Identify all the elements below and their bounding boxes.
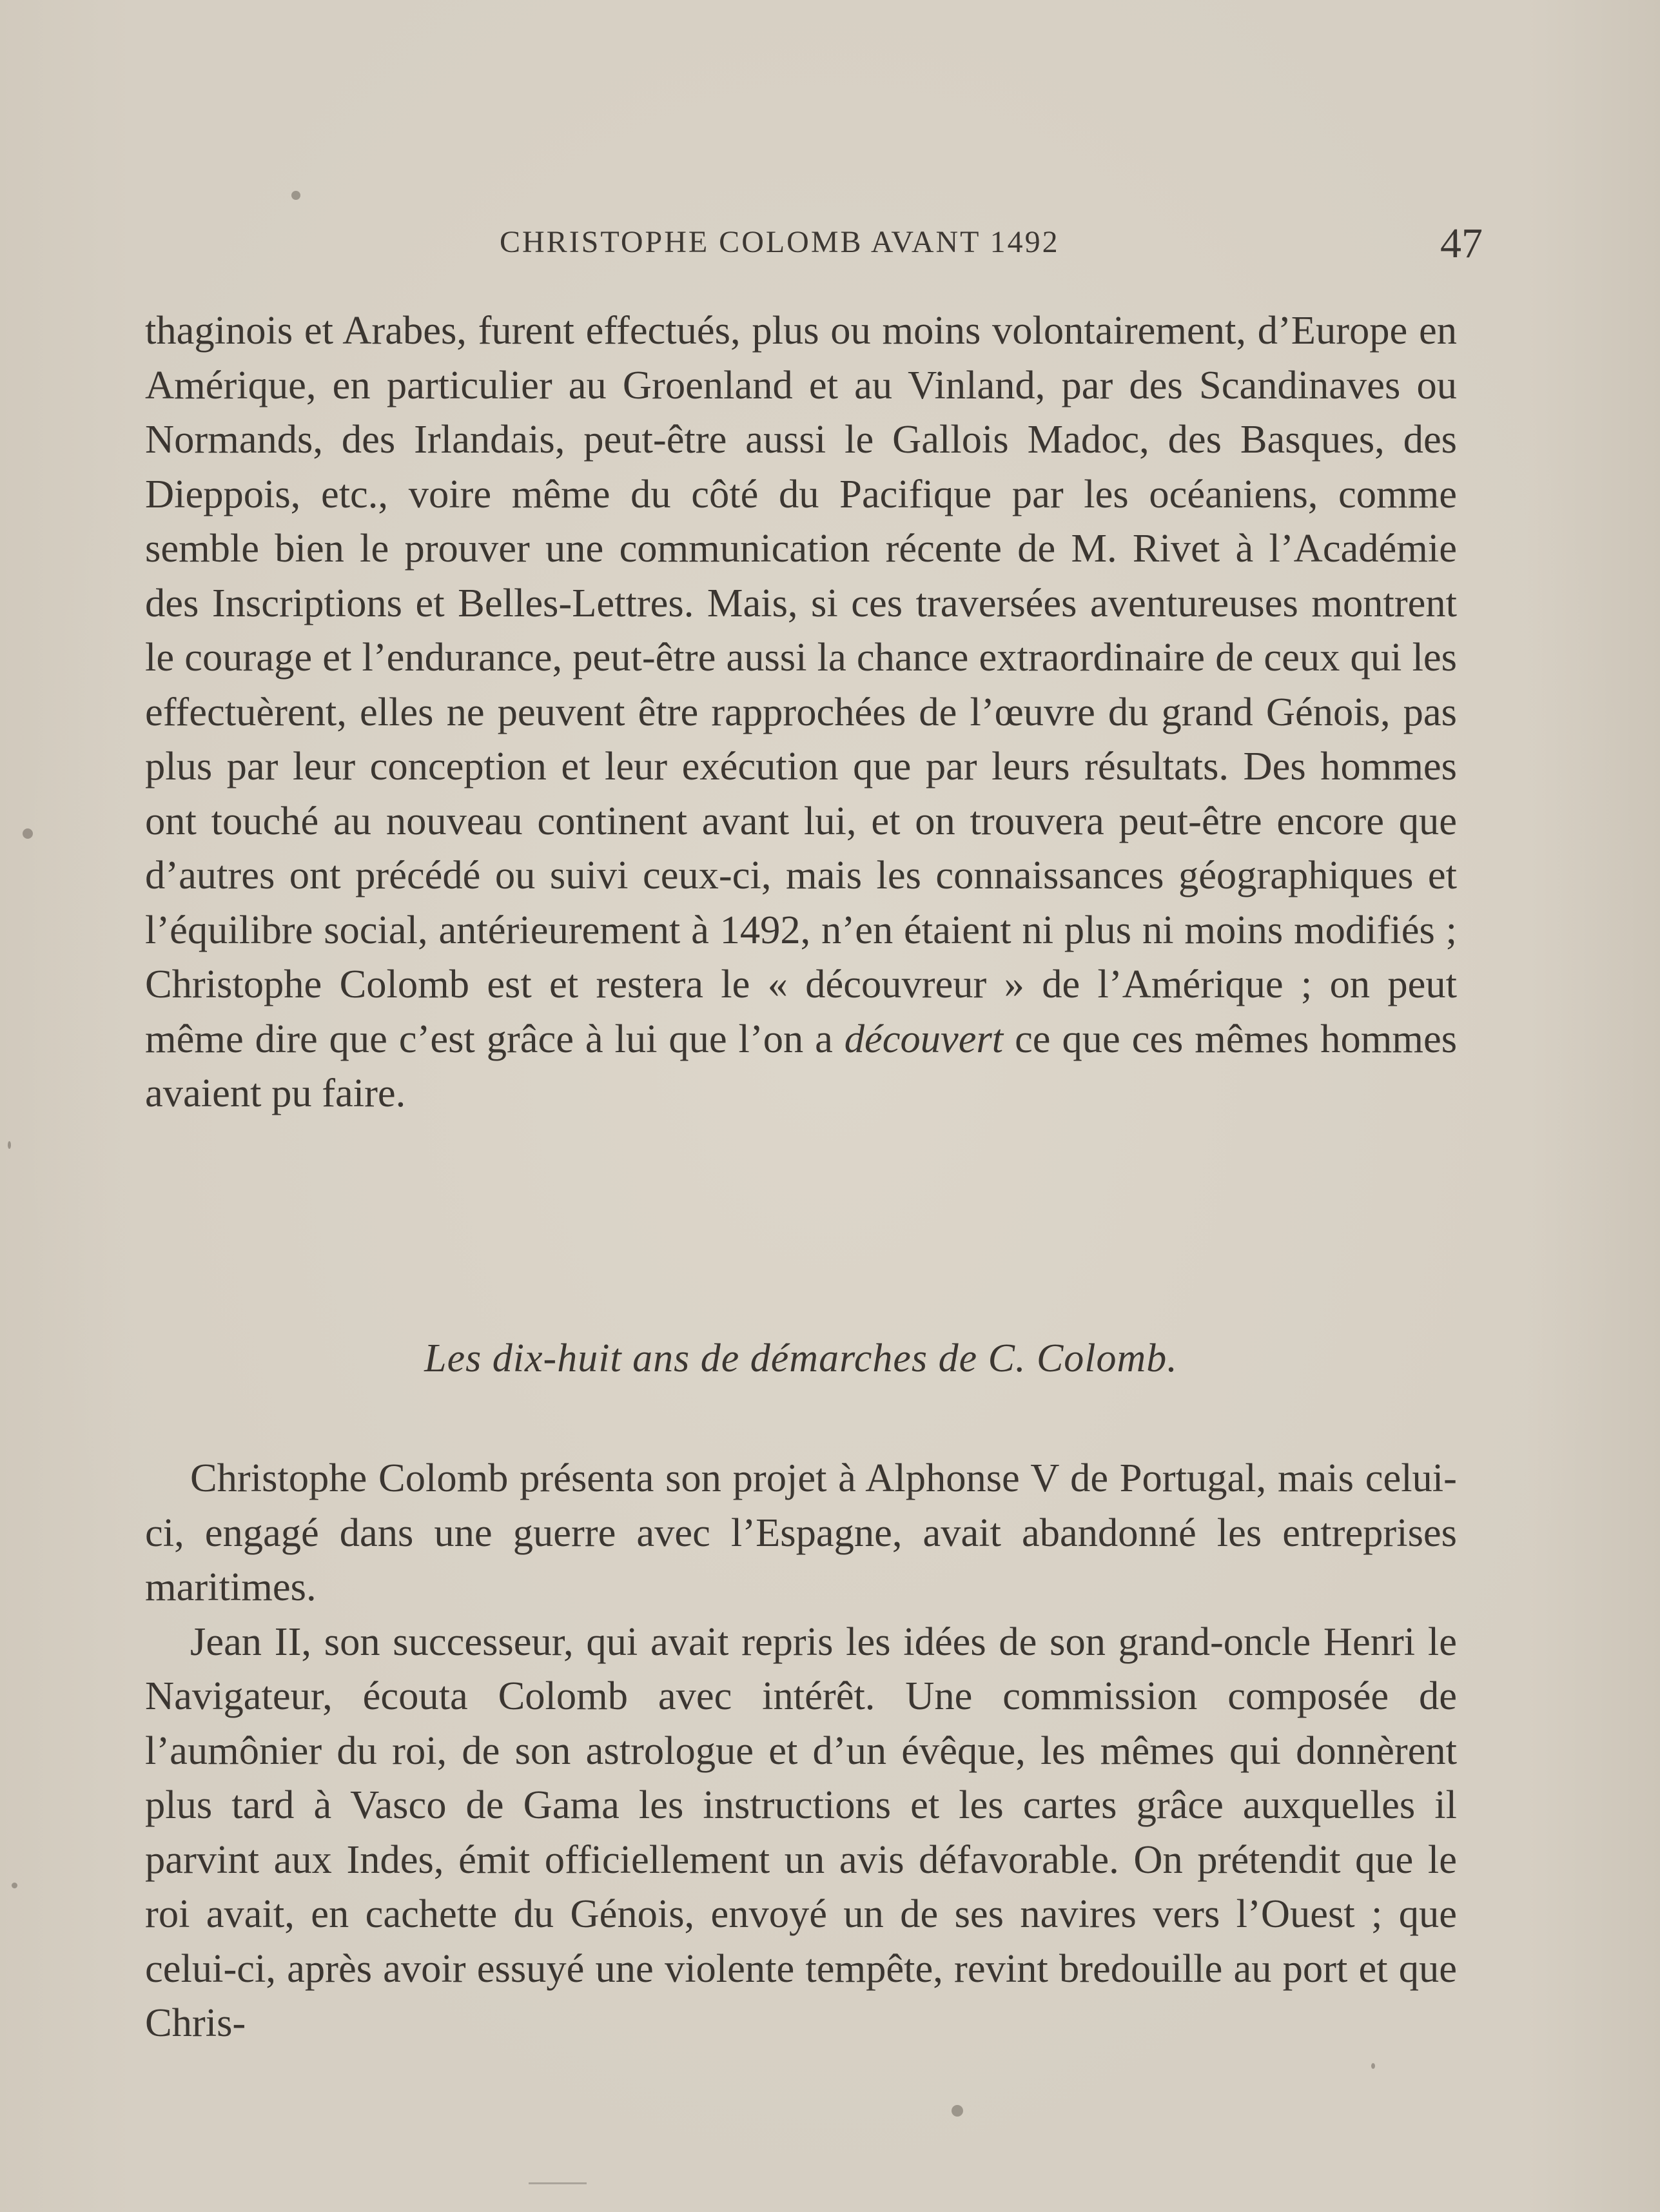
text-line: thaginois et Arabes, furent effectués, plus ou moins volontairement, <box>145 308 1246 353</box>
text-line: du Pacifique par les océaniens, comme semble bien le prouver une <box>145 471 1458 571</box>
paragraph-3: Jean II, son successeur, qui avait repris les idées de son grand-oncle Henri le Navigateur, écouta Colomb avec intérêt. Une commission composée de l’aumônier du roi, de son astrologue et d’un évêque, les mêmes qui donnèrent plus tard à Vasco de Gama les instructions et les cartes grâce auxquelles il parvint aux Indes, émit officiellement un avis défavorable. On prétendit que le roi avait, en cachette du Génois, envoyé un de ses navires vers l’Ouest ; que celui-ci, après avoir essuyé une violente tempête, revint bredouille au port et que Chris- <box>145 1618 1457 2045</box>
text-line: par des Scandinaves ou Normands, des Irlandais, peut-être aussi le <box>145 362 1458 462</box>
text-line: Christophe Colomb est et restera le « découvreur » de l’Amérique ; on <box>145 961 1371 1006</box>
paragraph-1 <box>145 303 1457 1121</box>
text-line: et Belles-Lettres. Mais, si ces traversées aventureuses montrent le <box>145 580 1457 680</box>
text-line: avant lui, et on trouvera peut-être encore que d’autres ont précédé <box>145 798 1458 897</box>
text-line: que par leurs résultats. Des hommes ont touché au nouveau continent <box>145 743 1457 843</box>
text-line: social, antérieurement à 1492, n’en étaient ni plus ni moins modifiés ; <box>324 906 1458 952</box>
page-number: 47 <box>1440 220 1483 267</box>
body-section-text <box>145 1451 1457 2050</box>
text-line: peut même dire que c’est grâce à lui que l’on a <box>145 961 1458 1061</box>
text-line: Gallois Madoc, des Basques, des Dieppois, etc., voire même du côté <box>145 416 1458 516</box>
text-line: mêmes hommes avaient pu faire. <box>145 1015 1458 1115</box>
italic-word: découvert <box>844 1015 1004 1061</box>
paper-speck <box>12 1883 17 1888</box>
running-title: CHRISTOPHE COLOMB AVANT 1492 <box>500 225 1060 259</box>
text-line: d’Europe en Amérique, en particulier au Groenland et au Vinland, <box>145 308 1457 407</box>
paper-speck <box>952 2105 963 2117</box>
text-line: courage et l’endurance, peut-être aussi la chance extraordinaire de <box>184 634 1254 680</box>
paper-speck <box>1371 2063 1375 2069</box>
body-paragraph-1 <box>145 303 1457 1121</box>
text-line: ceux qui les effectuèrent, elles ne peuvent être rapprochées de l’œuvre <box>145 634 1457 734</box>
text-line: ou suivi ceux-ci, mais les connaissances géographiques et l’équilibre <box>145 852 1458 952</box>
paragraph-2: Christophe Colomb présenta son projet à Alphonse V de Portugal, mais celui-ci, engagé dans une guerre avec l’Espagne, avait abandonné les entreprises maritimes. <box>145 1455 1457 1609</box>
text-line: ce que ces <box>1015 1015 1184 1061</box>
text-line: du grand Génois, pas plus par leur conception et leur exécution <box>145 689 1457 788</box>
text-line: communication récente de M. Rivet à l’Académie des Inscriptions <box>145 525 1458 625</box>
paper-speck <box>291 191 300 200</box>
paper-speck <box>8 1141 11 1149</box>
stray-mark <box>529 2182 587 2184</box>
section-heading: Les dix-huit ans de démarches de C. Colomb. <box>424 1336 1178 1380</box>
paper-speck <box>23 828 33 839</box>
running-header <box>500 219 1483 271</box>
